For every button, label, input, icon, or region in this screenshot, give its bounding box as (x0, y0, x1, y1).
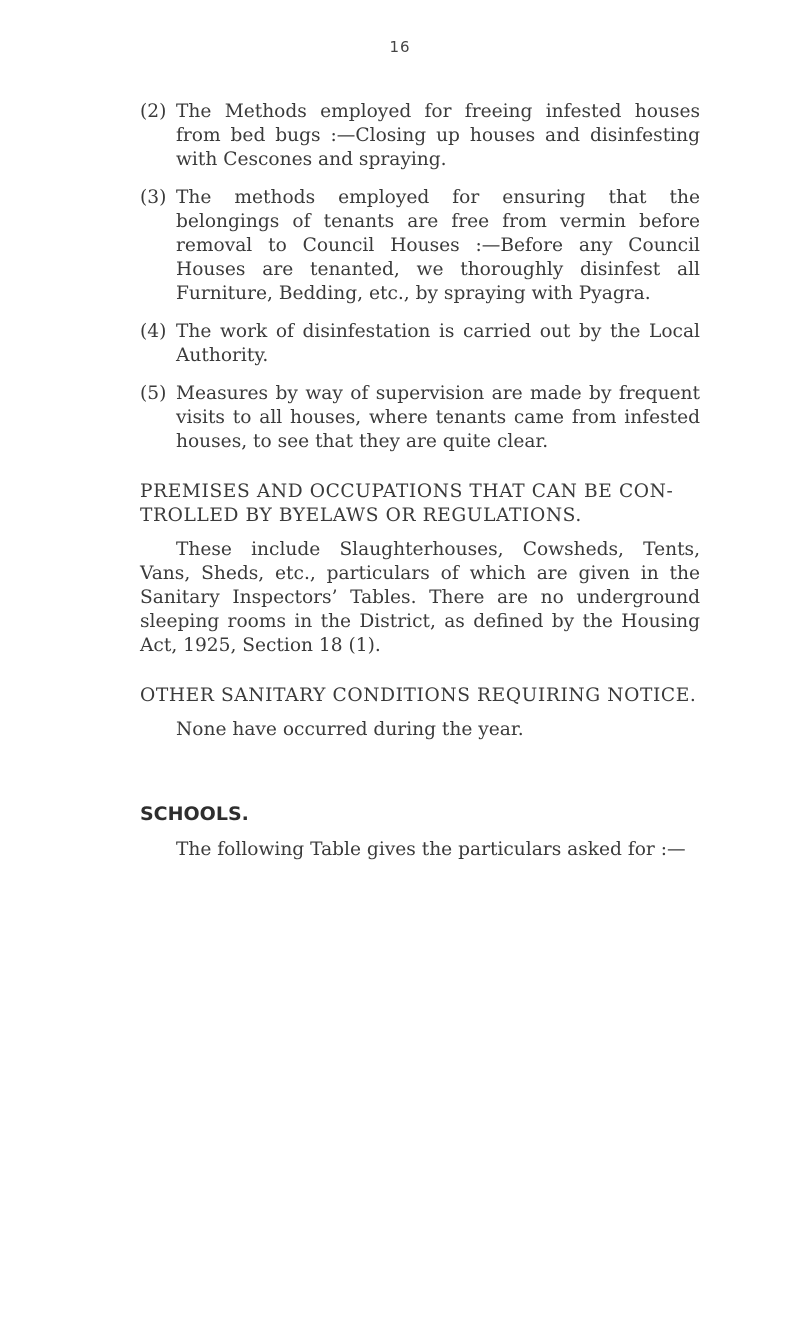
list-item-5 (140, 382, 700, 454)
other-sanitary-paragraph: None have occurred during the year. (176, 719, 524, 740)
item-text: The Methods employed for freeing infested houses from bed bugs :—Closing up houses and disinfesting with Cescones and spraying. (176, 101, 700, 170)
other-sanitary-heading: OTHER SANITARY CONDITIONS REQUIRING NOTICE. (140, 685, 697, 706)
item-number: (3) (140, 187, 167, 208)
page-number: 16 (389, 38, 411, 56)
item-number: (2) (140, 101, 167, 122)
item-number: (5) (140, 383, 167, 404)
list-item-4 (140, 320, 700, 368)
schools-heading: SCHOOLS. (140, 803, 249, 825)
list-item-3 (140, 186, 700, 306)
item-text: The methods employed for ensuring that the belongings of tenants are free from vermin before removal to Council Houses :—Before any Council Houses are tenanted, we thoroughly disinfest all Furniture, Bedding, etc., by spraying with Pyagra. (176, 187, 700, 304)
list-item-2 (140, 100, 700, 172)
premises-paragraph: These include Slaughterhouses, Cowsheds, Tents, Vans, Sheds, etc., particulars of which are given in the Sanitary Inspectors’ Tables. There are no underground sleeping rooms in the District, as defined by the Housing Act, 1925, Section 18 (1). (140, 539, 700, 656)
premises-heading: PREMISES AND OCCUPATIONS THAT CAN BE CON-TROLLED BY BYELAWS OR REGULATIONS. (140, 481, 674, 526)
schools-paragraph: The following Table gives the particulars asked for :— (176, 839, 686, 860)
item-text: The work of disinfestation is carried out by the Local Authority. (176, 321, 700, 366)
item-text: Measures by way of supervision are made by frequent visits to all houses, where tenants came from infested houses, to see that they are quite clear. (176, 383, 700, 452)
item-number: (4) (140, 321, 167, 342)
page-content (140, 100, 700, 862)
